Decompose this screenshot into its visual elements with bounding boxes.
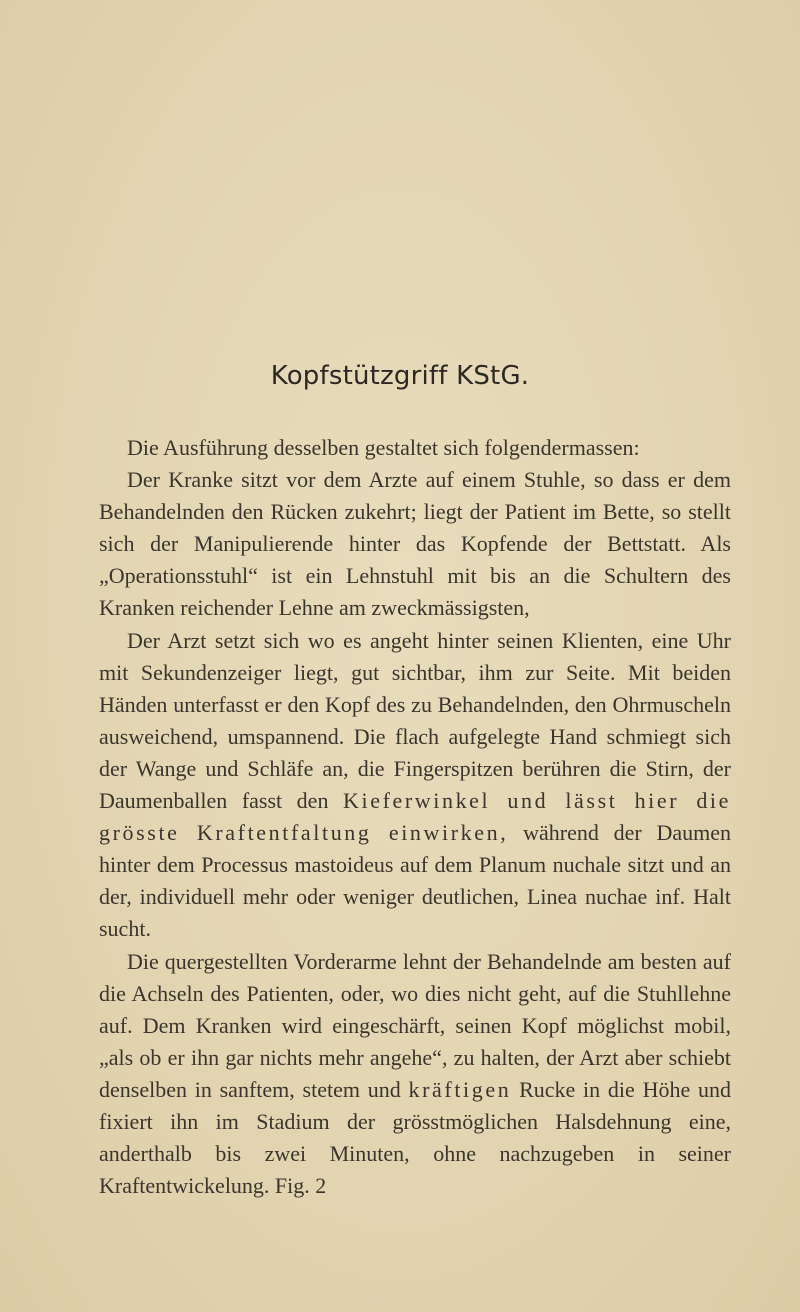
text-segment: während der Daumen hinter dem Processus mastoideus auf dem Planum nuchale sitzt und an der, individuell mehr oder weniger deutlichen, Linea nuchae inf. Halt sucht. <box>99 820 731 942</box>
text-segment: Die Ausführung desselben gestaltet sich folgendermassen: <box>127 435 640 460</box>
paragraph-1 <box>99 432 731 464</box>
text-segment: Der Arzt setzt sich wo es angeht hinter seinen Klienten, eine Uhr mit Sekundenzeiger liegt, gut sichtbar, ihm zur Seite. Mit beiden Händen unterfasst er den Kopf des zu Behandelnden, den Ohrmuscheln ausweichend, umspannend. Die flach aufgelegte Hand schmiegt sich der Wange und Schläfe an, die Fingerspitzen berühren die Stirn, der Daumenballen fasst den <box>99 627 731 814</box>
paragraph-3 <box>99 625 731 946</box>
text-segment: Der Kranke sitzt vor dem Arzte auf einem Stuhle, so dass er dem Behandelnden den Rücken zukehrt; liegt der Patient im Bette, so stellt sich der Manipulierende hinter das Kopfende der Bettstatt. Als „Operationsstuhl“ ist ein Lehnstuhl mit bis an die Schultern des Kranken reichender Lehne am zweckmässigsten, <box>99 467 731 621</box>
text-segment: Rucke in die Höhe und fixiert ihn im Stadium der grösstmöglichen Halsdehnung eine, anderthalb bis zwei Minuten, ohne nachzugeben in seiner Kraftentwickelung. Fig. 2 <box>99 1076 731 1199</box>
paragraph-4 <box>99 946 731 1203</box>
spaced-emphasis-text: kräftigen <box>408 1076 512 1102</box>
text-segment: Die quergestellten Vorderarme lehnt der Behandelnde am besten auf die Achseln des Patienten, oder, wo dies nicht geht, auf die Stuhllehne auf. Dem Kranken wird eingeschärft, seinen Kopf möglichst mobil, „als ob er ihn gar nichts mehr angehe“, zu halten, der Arzt aber schiebt denselben in sanftem, stetem und <box>99 948 731 1102</box>
paragraph-2 <box>99 464 731 624</box>
section-heading: Kopfstützgriff KStG. <box>270 361 530 391</box>
spaced-emphasis-text: Kieferwinkel und lässt hier die grösste Kraftentfaltung einwirken, <box>99 788 732 846</box>
body-text <box>99 432 731 1202</box>
